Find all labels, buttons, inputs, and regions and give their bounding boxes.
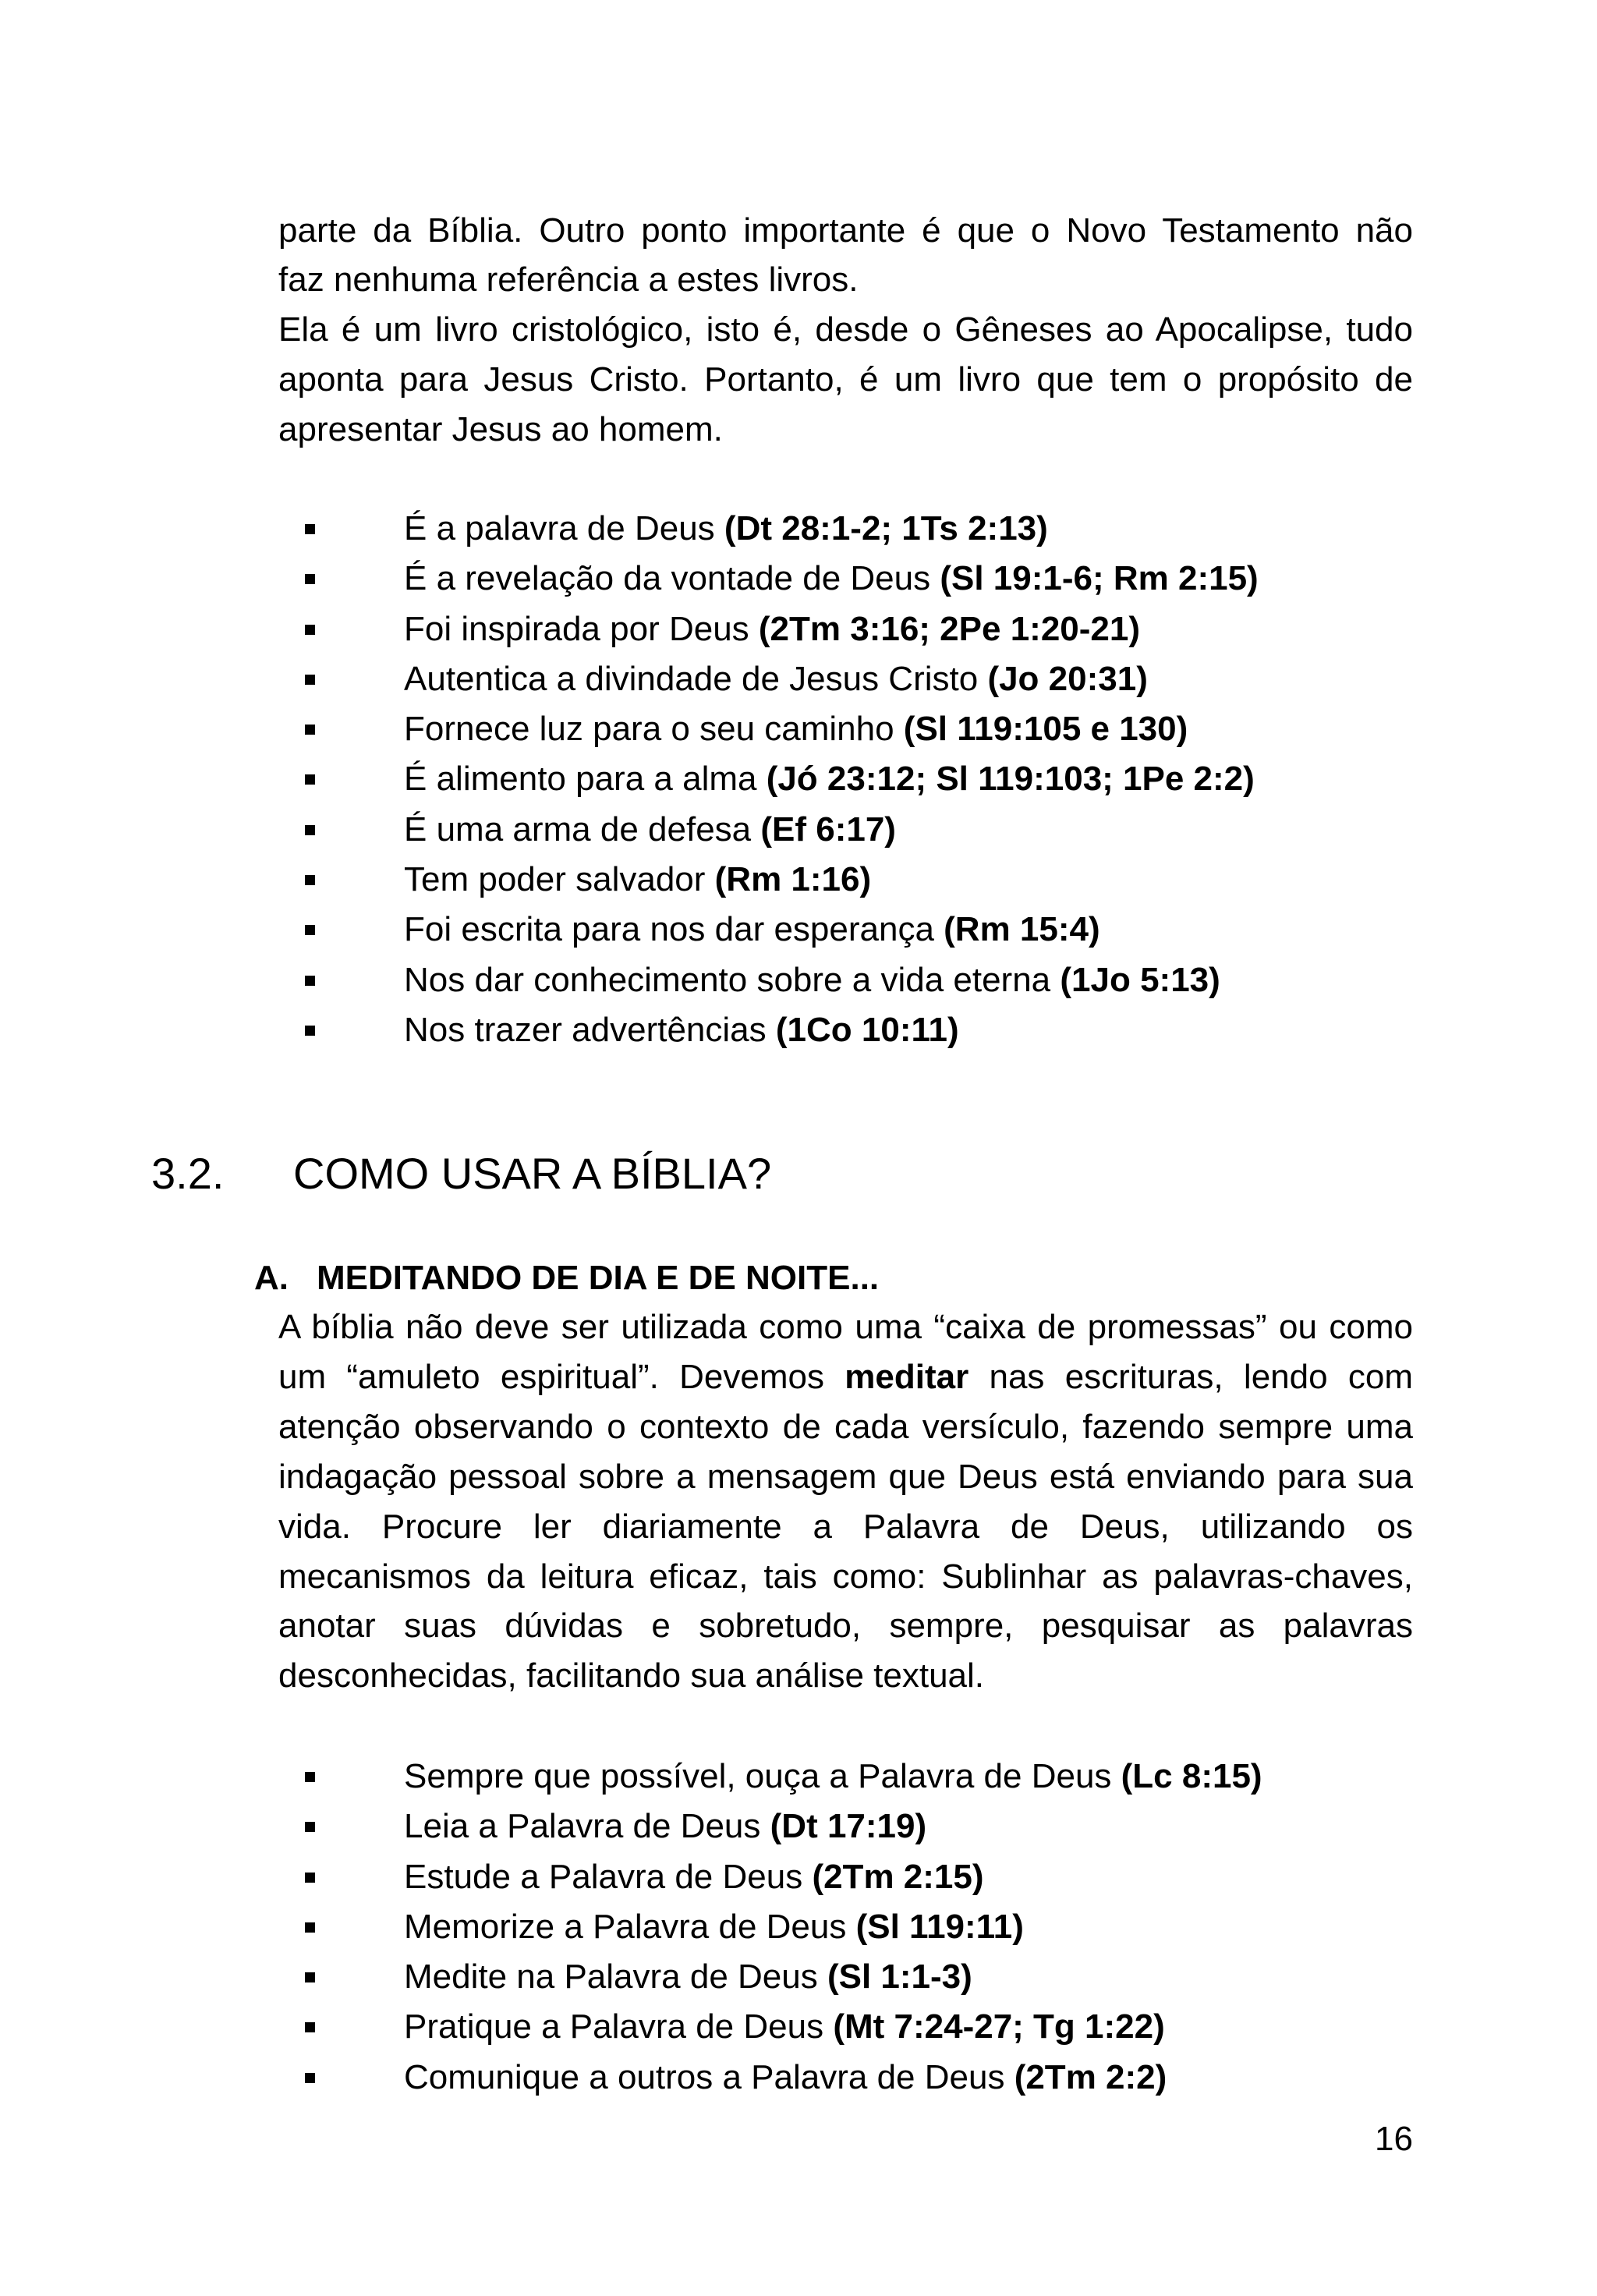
square-bullet-icon <box>305 625 315 635</box>
list-item-text: Fornece luz para o seu caminho <box>404 710 904 749</box>
list-item-text: Comunique a outros a Palavra de Deus <box>404 2057 1015 2096</box>
square-bullet-icon <box>305 1873 315 1883</box>
list-item-text: Memorize a Palavra de Deus <box>404 1907 856 1946</box>
bible-reference: (Dt 17:19) <box>770 1807 927 1846</box>
square-bullet-icon <box>305 825 315 835</box>
bible-reference: (Sl 19:1-6; Rm 2:15) <box>940 559 1259 598</box>
square-bullet-icon <box>305 1922 315 1933</box>
bible-reference: (Sl 119:105 e 130) <box>903 710 1188 749</box>
subsection-letter: A. <box>254 1259 289 1297</box>
intro-line-1: parte da Bíblia. Outro ponto importante é que o Novo Testamento não <box>278 211 1413 250</box>
list-item <box>0 1852 1597 1902</box>
subsection-title: MEDITANDO DE DIA E DE NOITE... <box>317 1259 880 1297</box>
list-item <box>0 1752 1597 1802</box>
square-bullet-icon <box>305 524 315 534</box>
paragraph-text-before: A bíblia não deve ser utilizada como uma “caixa de promessas” ou como um “amuleto espiritual”. Devemos <box>278 1308 1413 1396</box>
square-bullet-icon <box>305 925 315 935</box>
intro-paragraph-2: Ela é um livro cristológico, isto é, desde o Gêneses ao Apocalipse, tudo aponta para Jesus Cristo. Portanto, é um livro que tem o propósito de apresentar Jesus ao homem. <box>278 310 1413 448</box>
list-item-text: Leia a Palavra de Deus <box>404 1807 770 1846</box>
list-item-text: Estude a Palavra de Deus <box>404 1857 813 1896</box>
bible-reference: (Mt 7:24-27; Tg 1:22) <box>833 2007 1165 2046</box>
square-bullet-icon <box>305 1772 315 1782</box>
bible-reference: (Sl 119:11) <box>855 1907 1024 1946</box>
bible-reference: (Jó 23:12; Sl 119:103; 1Pe 2:2) <box>766 760 1255 799</box>
list-item <box>0 805 1597 855</box>
bible-attributes-list <box>0 504 1597 1055</box>
list-item-text: É uma arma de defesa <box>404 810 761 849</box>
square-bullet-icon <box>305 875 315 885</box>
list-item <box>0 604 1597 654</box>
page-number: 16 <box>1375 2120 1413 2158</box>
list-item <box>0 1802 1597 1851</box>
list-item <box>0 554 1597 604</box>
square-bullet-icon <box>305 1972 315 1982</box>
bible-reference: (Ef 6:17) <box>760 810 896 849</box>
list-item-text: Tem poder salvador <box>404 860 715 899</box>
square-bullet-icon <box>305 725 315 735</box>
list-item-text: Medite na Palavra de Deus <box>404 1958 827 1997</box>
list-item <box>0 955 1597 1005</box>
list-item-text: Pratique a Palavra de Deus <box>404 2007 834 2046</box>
bible-reference: (1Co 10:11) <box>775 1010 959 1049</box>
intro-line-2: faz nenhuma referência a estes livros. <box>278 260 859 299</box>
section-number: 3.2. <box>151 1149 225 1198</box>
list-item <box>0 1952 1597 2002</box>
subsection-paragraph <box>278 1302 1413 1701</box>
list-item-text: Autentica a divindade de Jesus Cristo <box>404 659 988 698</box>
square-bullet-icon <box>305 2073 315 2083</box>
bible-reference: (Jo 20:31) <box>987 659 1148 698</box>
bible-reference: (Rm 1:16) <box>714 860 872 899</box>
list-item <box>0 1902 1597 1952</box>
bible-reference: (2Tm 3:16; 2Pe 1:20-21) <box>758 609 1141 648</box>
square-bullet-icon <box>305 1822 315 1832</box>
bible-reference: (2Tm 2:2) <box>1014 2057 1167 2096</box>
list-item <box>0 1005 1597 1055</box>
bible-reference: (Rm 15:4) <box>944 910 1100 949</box>
square-bullet-icon <box>305 675 315 685</box>
square-bullet-icon <box>305 2022 315 2032</box>
bible-reference: (2Tm 2:15) <box>812 1857 984 1896</box>
emphasis-word: meditar <box>845 1357 969 1396</box>
how-to-use-list <box>0 1752 1597 2103</box>
list-item-text: Foi escrita para nos dar esperança <box>404 910 944 949</box>
list-item <box>0 905 1597 955</box>
list-item <box>0 2053 1597 2103</box>
bible-reference: (Dt 28:1-2; 1Ts 2:13) <box>724 509 1048 547</box>
bible-reference: (1Jo 5:13) <box>1060 960 1220 999</box>
list-item-text: Nos trazer advertências <box>404 1010 776 1049</box>
square-bullet-icon <box>305 976 315 986</box>
list-item-text: É a palavra de Deus <box>404 509 724 547</box>
bible-reference: (Sl 1:1-3) <box>827 1958 972 1997</box>
square-bullet-icon <box>305 1026 315 1036</box>
square-bullet-icon <box>305 774 315 785</box>
list-item-text: Nos dar conhecimento sobre a vida eterna <box>404 960 1061 999</box>
bible-reference: (Lc 8:15) <box>1121 1757 1262 1795</box>
list-item <box>0 754 1597 804</box>
list-item <box>0 654 1597 704</box>
square-bullet-icon <box>305 574 315 584</box>
list-item <box>0 504 1597 554</box>
list-item <box>0 704 1597 754</box>
list-item <box>0 855 1597 905</box>
list-item-text: Sempre que possível, ouça a Palavra de Deus <box>404 1757 1121 1795</box>
list-item <box>0 2002 1597 2052</box>
list-item-text: É alimento para a alma <box>404 760 767 799</box>
paragraph-text-after: nas escrituras, lendo com atenção observando o contexto de cada versículo, fazendo sempre uma indagação pessoal sobre a mensagem que Deus está enviando para sua vida. Procure ler diariamente a Palavra de Deus, utilizando os mecanismos da leitura eficaz, tais como: Sublinhar as palavras-chaves, anotar suas dúvidas e sobretudo, sempre, pesquisar as palavras desconhecidas, facilitando sua análise textual. <box>278 1357 1413 1695</box>
list-item-text: Foi inspirada por Deus <box>404 609 759 648</box>
list-item-text: É a revelação da vontade de Deus <box>404 559 940 598</box>
section-title: COMO USAR A BÍBLIA? <box>293 1149 772 1198</box>
